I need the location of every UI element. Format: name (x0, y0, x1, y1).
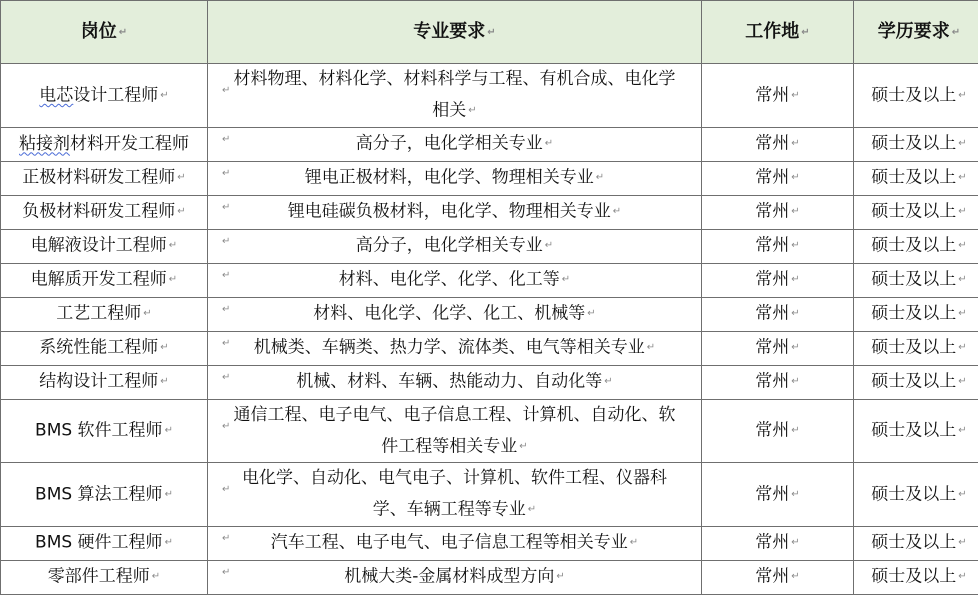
position-cell (1, 560, 208, 594)
header-major (208, 1, 702, 64)
location-text: 常州 (755, 533, 789, 553)
major-text: 材料物理、材料化学、材料科学与工程、有机合成、电化学相关 (234, 69, 676, 121)
location-text: 常州 (755, 484, 789, 504)
education-text: 硕士及以上 (871, 270, 956, 290)
paragraph-mark-icon: ↵ (222, 567, 230, 579)
paragraph-mark-icon: ↵ (791, 489, 799, 500)
education-cell (854, 399, 978, 463)
education-text: 硕士及以上 (871, 567, 956, 587)
paragraph-mark-icon: ↵ (222, 85, 230, 97)
table-row (1, 463, 978, 527)
position-text-part: 设计工程师 (73, 85, 158, 105)
table-row (1, 560, 978, 594)
paragraph-mark-icon: ↵ (791, 138, 799, 149)
header-position-label: 岗位 (81, 21, 117, 42)
table-row (1, 161, 978, 195)
position-text: BMS 硬件工程师 (35, 533, 163, 553)
paragraph-mark-icon: ↵ (528, 504, 536, 515)
major-text: 机械类、车辆类、热力学、流体类、电气等相关专业 (254, 338, 645, 358)
table-row (1, 64, 978, 128)
paragraph-mark-icon: ↵ (562, 274, 570, 285)
table-row (1, 526, 978, 560)
location-text: 常州 (755, 134, 789, 154)
major-text: 材料、电化学、化学、化工、机械等 (313, 304, 585, 324)
paragraph-mark-icon: ↵ (143, 308, 151, 319)
major-cell (208, 64, 702, 128)
major-cell (208, 560, 702, 594)
paragraph-mark-icon: ↵ (647, 342, 655, 353)
paragraph-mark-icon: ↵ (165, 537, 173, 548)
location-text: 常州 (755, 85, 789, 105)
paragraph-mark-icon: ↵ (958, 90, 966, 101)
table-row (1, 195, 978, 229)
paragraph-mark-icon: ↵ (791, 571, 799, 582)
header-position (1, 1, 208, 64)
location-cell (702, 399, 854, 463)
major-cell (208, 399, 702, 463)
education-cell (854, 263, 978, 297)
major-text: 材料、电化学、化学、化工等 (339, 270, 560, 290)
paragraph-mark-icon: ↵ (160, 342, 168, 353)
major-cell (208, 263, 702, 297)
education-cell (854, 127, 978, 161)
paragraph-mark-icon: ↵ (222, 134, 230, 146)
location-text: 常州 (755, 421, 789, 441)
location-cell (702, 560, 854, 594)
location-cell (702, 526, 854, 560)
position-text: 结构设计工程师 (39, 372, 158, 392)
paragraph-mark-icon: ↵ (119, 27, 127, 38)
paragraph-mark-icon: ↵ (791, 206, 799, 217)
education-cell (854, 297, 978, 331)
position-text: BMS 软件工程师 (35, 421, 163, 441)
paragraph-mark-icon: ↵ (587, 308, 595, 319)
header-location-label: 工作地 (745, 21, 799, 42)
paragraph-mark-icon: ↵ (222, 372, 230, 384)
position-text-part: 电芯 (39, 85, 73, 105)
paragraph-mark-icon: ↵ (958, 308, 966, 319)
position-cell (1, 127, 208, 161)
paragraph-mark-icon: ↵ (222, 270, 230, 282)
paragraph-mark-icon: ↵ (468, 105, 476, 116)
position-text: 电解质开发工程师 (31, 270, 167, 290)
position-cell (1, 365, 208, 399)
paragraph-mark-icon: ↵ (958, 206, 966, 217)
paragraph-mark-icon: ↵ (630, 537, 638, 548)
education-cell (854, 331, 978, 365)
major-text: 锂电硅碳负极材料，电化学、物理相关专业 (288, 202, 611, 222)
location-cell (702, 161, 854, 195)
paragraph-mark-icon: ↵ (177, 206, 185, 217)
major-text: 通信工程、电子电气、电子信息工程、计算机、自动化、软件工程等相关专业 (234, 405, 676, 457)
paragraph-mark-icon: ↵ (958, 489, 966, 500)
paragraph-mark-icon: ↵ (152, 571, 160, 582)
location-text: 常州 (755, 567, 789, 587)
position-text: 工艺工程师 (56, 304, 141, 324)
position-cell (1, 526, 208, 560)
paragraph-mark-icon: ↵ (952, 27, 960, 38)
paragraph-mark-icon: ↵ (604, 376, 612, 387)
table-header (1, 1, 978, 64)
table-row (1, 229, 978, 263)
education-cell (854, 526, 978, 560)
paragraph-mark-icon: ↵ (801, 27, 809, 38)
position-text: 系统性能工程师 (39, 338, 158, 358)
table-row (1, 263, 978, 297)
paragraph-mark-icon: ↵ (958, 376, 966, 387)
location-text: 常州 (755, 202, 789, 222)
paragraph-mark-icon: ↵ (791, 342, 799, 353)
table-row (1, 297, 978, 331)
header-education-label: 学历要求 (878, 21, 950, 42)
position-cell (1, 263, 208, 297)
paragraph-mark-icon: ↵ (791, 172, 799, 183)
location-cell (702, 331, 854, 365)
major-text: 机械、材料、车辆、热能动力、自动化等 (296, 372, 602, 392)
education-cell (854, 560, 978, 594)
position-cell (1, 229, 208, 263)
location-cell (702, 127, 854, 161)
major-cell (208, 229, 702, 263)
header-major-label: 专业要求 (413, 21, 485, 42)
education-text: 硕士及以上 (871, 236, 956, 256)
location-text: 常州 (755, 304, 789, 324)
location-text: 常州 (755, 168, 789, 188)
location-cell (702, 64, 854, 128)
paragraph-mark-icon: ↵ (177, 172, 185, 183)
education-text: 硕士及以上 (871, 134, 956, 154)
major-cell (208, 297, 702, 331)
table-row (1, 399, 978, 463)
table-row (1, 365, 978, 399)
education-text: 硕士及以上 (871, 372, 956, 392)
position-text: 正极材料研发工程师 (22, 168, 175, 188)
paragraph-mark-icon: ↵ (791, 376, 799, 387)
paragraph-mark-icon: ↵ (613, 206, 621, 217)
major-cell (208, 127, 702, 161)
major-cell (208, 195, 702, 229)
education-text: 硕士及以上 (871, 338, 956, 358)
education-cell (854, 463, 978, 527)
education-cell (854, 365, 978, 399)
paragraph-mark-icon: ↵ (222, 168, 230, 180)
paragraph-mark-icon: ↵ (222, 533, 230, 545)
education-text: 硕士及以上 (871, 421, 956, 441)
paragraph-mark-icon: ↵ (958, 240, 966, 251)
paragraph-mark-icon: ↵ (958, 138, 966, 149)
paragraph-mark-icon: ↵ (556, 571, 564, 582)
position-text-part: 材料开发工程师 (70, 134, 189, 154)
paragraph-mark-icon: ↵ (958, 274, 966, 285)
paragraph-mark-icon: ↵ (160, 376, 168, 387)
paragraph-mark-icon: ↵ (222, 304, 230, 316)
paragraph-mark-icon: ↵ (791, 537, 799, 548)
paragraph-mark-icon: ↵ (169, 274, 177, 285)
major-text: 机械大类-金属材料成型方向 (344, 567, 554, 587)
table-row (1, 331, 978, 365)
position-text: 电解液设计工程师 (31, 236, 167, 256)
paragraph-mark-icon: ↵ (545, 240, 553, 251)
paragraph-mark-icon: ↵ (519, 441, 527, 452)
paragraph-mark-icon: ↵ (222, 484, 230, 496)
paragraph-mark-icon: ↵ (487, 27, 495, 38)
location-text: 常州 (755, 270, 789, 290)
major-cell (208, 526, 702, 560)
paragraph-mark-icon: ↵ (222, 202, 230, 214)
paragraph-mark-icon: ↵ (545, 138, 553, 149)
position-cell (1, 195, 208, 229)
major-text: 高分子，电化学相关专业 (356, 236, 543, 256)
position-cell (1, 161, 208, 195)
location-cell (702, 195, 854, 229)
position-text: 零部件工程师 (48, 567, 150, 587)
position-text: 负极材料研发工程师 (22, 202, 175, 222)
paragraph-mark-icon: ↵ (958, 172, 966, 183)
education-text: 硕士及以上 (871, 304, 956, 324)
location-cell (702, 297, 854, 331)
paragraph-mark-icon: ↵ (791, 308, 799, 319)
major-cell (208, 161, 702, 195)
major-cell (208, 331, 702, 365)
paragraph-mark-icon: ↵ (791, 425, 799, 436)
education-text: 硕士及以上 (871, 85, 956, 105)
education-text: 硕士及以上 (871, 168, 956, 188)
header-row (1, 1, 978, 64)
major-text: 汽车工程、电子电气、电子信息工程等相关专业 (271, 533, 628, 553)
position-cell (1, 64, 208, 128)
major-text: 锂电正极材料，电化学、物理相关专业 (305, 168, 594, 188)
header-location (702, 1, 854, 64)
education-cell (854, 64, 978, 128)
education-text: 硕士及以上 (871, 202, 956, 222)
table-row (1, 127, 978, 161)
location-text: 常州 (755, 236, 789, 256)
location-cell (702, 463, 854, 527)
paragraph-mark-icon: ↵ (958, 537, 966, 548)
paragraph-mark-icon: ↵ (222, 338, 230, 350)
major-cell (208, 365, 702, 399)
paragraph-mark-icon: ↵ (958, 571, 966, 582)
major-text: 电化学、自动化、电气电子、计算机、软件工程、仪器科学、车辆工程等专业 (242, 468, 667, 520)
header-education (854, 1, 978, 64)
location-cell (702, 229, 854, 263)
paragraph-mark-icon: ↵ (160, 90, 168, 101)
location-text: 常州 (755, 338, 789, 358)
position-cell (1, 463, 208, 527)
paragraph-mark-icon: ↵ (958, 342, 966, 353)
location-cell (702, 263, 854, 297)
paragraph-mark-icon: ↵ (791, 240, 799, 251)
location-cell (702, 365, 854, 399)
paragraph-mark-icon: ↵ (958, 425, 966, 436)
position-text: BMS 算法工程师 (35, 484, 163, 504)
paragraph-mark-icon: ↵ (165, 489, 173, 500)
major-cell (208, 463, 702, 527)
position-text-part: 粘接剂 (19, 134, 70, 154)
education-text: 硕士及以上 (871, 484, 956, 504)
table-body (1, 64, 978, 595)
location-text: 常州 (755, 372, 789, 392)
paragraph-mark-icon: ↵ (169, 240, 177, 251)
education-cell (854, 229, 978, 263)
major-text: 高分子，电化学相关专业 (356, 134, 543, 154)
position-cell (1, 399, 208, 463)
paragraph-mark-icon: ↵ (222, 236, 230, 248)
paragraph-mark-icon: ↵ (596, 172, 604, 183)
position-cell (1, 331, 208, 365)
position-cell (1, 297, 208, 331)
education-cell (854, 161, 978, 195)
paragraph-mark-icon: ↵ (791, 274, 799, 285)
paragraph-mark-icon: ↵ (791, 90, 799, 101)
education-cell (854, 195, 978, 229)
paragraph-mark-icon: ↵ (222, 421, 230, 433)
education-text: 硕士及以上 (871, 533, 956, 553)
paragraph-mark-icon: ↵ (165, 425, 173, 436)
